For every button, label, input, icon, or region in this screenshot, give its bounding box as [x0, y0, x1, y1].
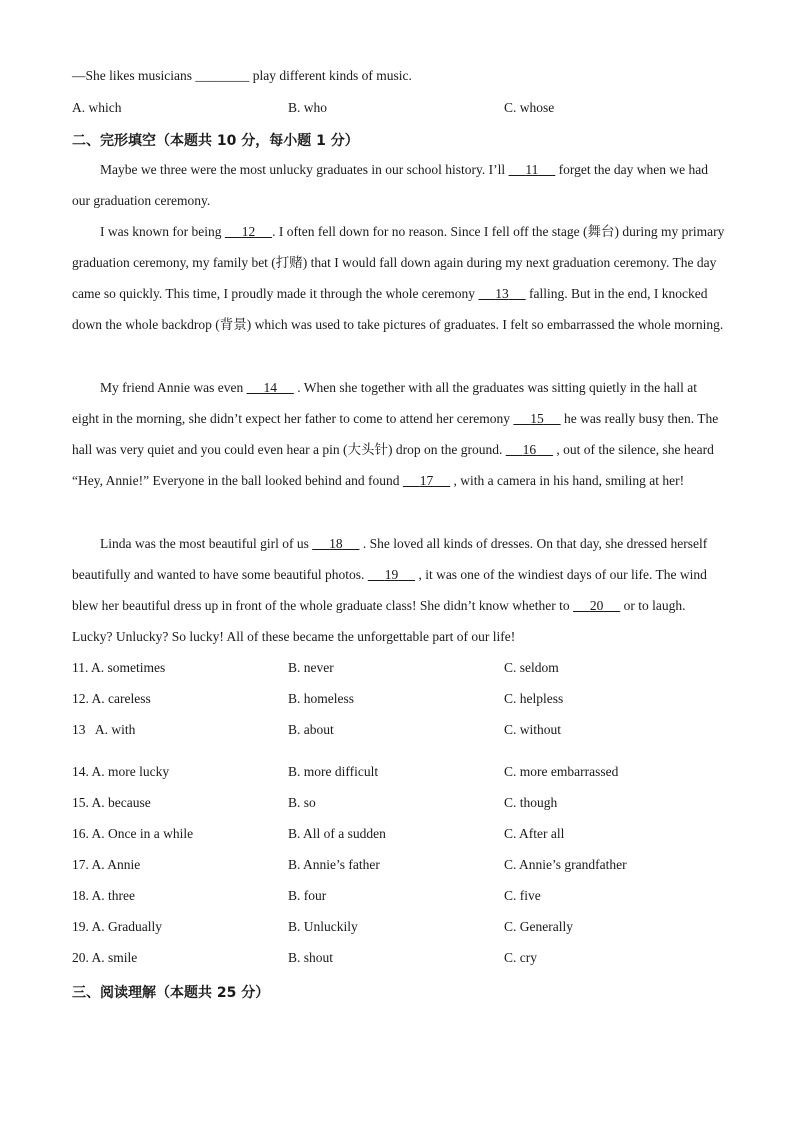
option-a: 11. A. sometimes — [72, 660, 166, 675]
passage-paragraph-1: Maybe we three were the most unlucky graduates in our school history. I’ll 11 forget the day when we had our graduation ceremony. — [72, 162, 708, 209]
blank-17: 17 — [419, 473, 434, 489]
blank-11: 11 — [525, 162, 539, 177]
blank-16: 16 — [522, 442, 537, 458]
option-b: B. Annie’s father — [288, 857, 380, 872]
option-a: A. which — [72, 100, 122, 115]
section-heading-reading: 三、阅读理解（本题共 25 分） — [72, 985, 270, 1001]
options-row-16 — [72, 826, 732, 846]
options-row-18 — [72, 888, 732, 908]
option-a: 17. A. Annie — [72, 857, 141, 872]
option-c: C. whose — [504, 100, 555, 115]
answer-blank: ________ — [195, 68, 250, 83]
option-b: B. four — [288, 888, 327, 903]
blank-13: 13 — [495, 286, 509, 302]
options-row-17 — [72, 857, 732, 877]
passage-paragraph-3: My friend Annie was even 14 . When she together with all the graduates was sitting quietly in the hall at eight in the morning, she didn’t expect her father to come to attend her ceremony 15 he was really busy then. The hall was very quiet and you could even hear a pin (大头针) drop on the ground. 16 , out of the silence, she heard “Hey, Annie!” Everyone in the ball looked behind and found 17 , with a camera in his hand, smiling at her! — [72, 380, 719, 489]
option-b: B. so — [288, 795, 316, 810]
blank-18: 18 — [329, 536, 343, 551]
option-c: C. helpless — [504, 691, 564, 706]
options-row-14 — [72, 764, 732, 784]
option-a: 14. A. more lucky — [72, 764, 170, 779]
passage-paragraph-2: I was known for being 12 . I often fell down for no reason. Since I fell off the stage (舞台) during my primary graduation ceremony, my family bet (打赌) that I would fall down again during my next graduation ceremony. The day came so quickly. This time, I proudly made it through the whole ceremony 13 falling. But in the end, I knocked down the whole backdrop (背景) which was used to take pictures of graduates. I felt so embarrassed the whole morning. — [72, 224, 725, 333]
option-a: 16. A. Once in a while — [72, 826, 194, 841]
option-a: 13 A. with — [72, 722, 136, 737]
option-b: B. shout — [288, 950, 334, 965]
option-c: C. five — [504, 888, 541, 903]
option-b: B. about — [288, 722, 334, 737]
options-row-13 — [72, 722, 732, 742]
option-c: C. Annie’s grandfather — [504, 857, 627, 872]
option-a: 15. A. because — [72, 795, 151, 810]
option-b: B. never — [288, 660, 334, 675]
blank-20: 20 — [589, 598, 604, 614]
options-row-11 — [72, 660, 732, 680]
blank-15: 15 — [530, 411, 544, 427]
option-b: B. homeless — [288, 691, 354, 706]
option-b: B. more difficult — [288, 764, 379, 779]
question-options — [72, 100, 732, 120]
option-b: B. All of a sudden — [288, 826, 386, 841]
options-row-12 — [72, 691, 732, 711]
options-row-19 — [72, 919, 732, 939]
passage-paragraph-4: Linda was the most beautiful girl of us 18 . She loved all kinds of dresses. On that day, she dressed herself beautifully and wanted to have some beautiful photos. 19 , it was one of the windiest days of our life. The wind blew her beautiful dress up in front of the whole graduate class! She didn’t know whether to 20 or to laugh. Lucky? Unlucky? So lucky! All of these became the unforgettable part of our life! — [72, 536, 708, 645]
option-c: C. cry — [504, 950, 537, 965]
blank-12: 12 — [241, 224, 256, 239]
question-stem: —She likes musicians ________ play different kinds of music. — [72, 68, 412, 83]
option-b: B. who — [288, 100, 328, 115]
option-a: 18. A. three — [72, 888, 135, 903]
option-a: 19. A. Gradually — [72, 919, 162, 934]
option-a: 12. A. careless — [72, 691, 151, 706]
option-c: C. more embarrassed — [504, 764, 619, 779]
blank-14: 14 — [263, 380, 277, 395]
section-heading-cloze: 二、完形填空（本题共 10 分，每小题 1 分） — [72, 133, 359, 149]
options-row-20 — [72, 950, 732, 970]
options-row-15 — [72, 795, 732, 815]
option-c: C. After all — [504, 826, 565, 841]
blank-19: 19 — [384, 567, 399, 583]
option-c: C. without — [504, 722, 562, 737]
option-c: C. Generally — [504, 919, 573, 934]
option-c: C. seldom — [504, 660, 559, 675]
option-a: 20. A. smile — [72, 950, 138, 965]
option-c: C. though — [504, 795, 558, 810]
option-b: B. Unluckily — [288, 919, 358, 934]
